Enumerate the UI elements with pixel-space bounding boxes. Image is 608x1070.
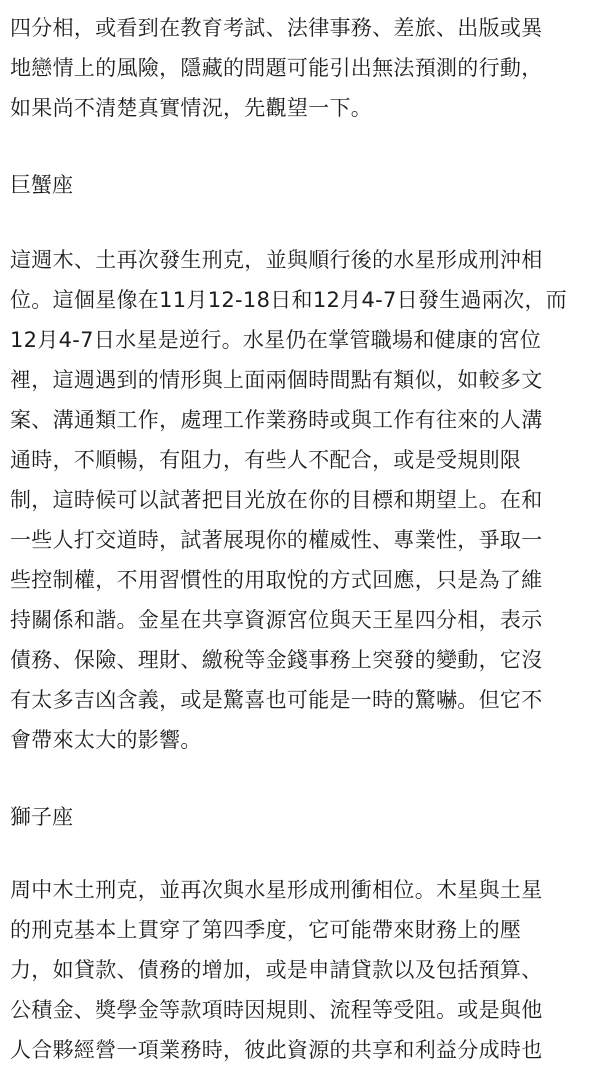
paragraph-line: 有太多吉凶含義，或是驚喜也可能是一時的驚嚇。但它不 <box>10 688 543 712</box>
paragraph-line: 周中木土刑克，並再次與水星形成刑衝相位。木星與土星 <box>10 878 543 902</box>
paragraph-line: 債務、保險、理財、繳稅等金錢事務上突發的變動，它沒 <box>10 648 543 672</box>
section-heading-cancer: 巨蟹座 <box>10 173 73 197</box>
paragraph-line: 人合夥經營一項業務時，彼此資源的共享和利益分成時也 <box>10 1038 543 1062</box>
paragraph-line: 制，這時候可以試著把目光放在你的目標和期望上。在和 <box>10 488 543 512</box>
paragraph-line: 如果尚不清楚真實情況，先觀望一下。 <box>10 96 373 120</box>
paragraph-line: 這週木、土再次發生刑克，並與順行後的水星形成刑沖相 <box>10 248 543 272</box>
paragraph-line: 裡，這週遇到的情形與上面兩個時間點有類似，如較多文 <box>10 368 543 392</box>
paragraph-line: 持關係和諧。金星在共享資源宮位與天王星四分相，表示 <box>10 608 543 632</box>
paragraph-line: 會帶來太大的影響。 <box>10 728 202 752</box>
paragraph-line: 些控制權，不用習慣性的用取悅的方式回應，只是為了維 <box>10 568 543 592</box>
paragraph-line: 12月4-7日水星是逆行。水星仍在掌管職場和健康的宮位 <box>10 328 542 352</box>
paragraph-line: 公積金、獎學金等款項時因規則、流程等受阻。或是與他 <box>10 998 543 1022</box>
section-heading-leo: 獅子座 <box>10 805 73 829</box>
paragraph-line: 一些人打交道時，試著展現你的權威性、專業性，爭取一 <box>10 528 543 552</box>
paragraph-line: 通時，不順暢，有阻力，有些人不配合，或是受規則限 <box>10 448 522 472</box>
paragraph-line: 四分相，或看到在教育考試、法律事務、差旅、出版或異 <box>10 16 543 40</box>
paragraph-line: 案、溝通類工作，處理工作業務時或與工作有往來的人溝 <box>10 408 543 432</box>
paragraph-line: 地戀情上的風險，隱藏的問題可能引出無法預測的行動， <box>10 56 543 80</box>
paragraph-line: 的刑克基本上貫穿了第四季度，它可能帶來財務上的壓 <box>10 918 522 942</box>
paragraph-line: 位。這個星像在11月12-18日和12月4-7日發生過兩次，而 <box>10 288 568 312</box>
paragraph-line: 力，如貸款、債務的增加，或是申請貸款以及包括預算、 <box>10 958 543 982</box>
